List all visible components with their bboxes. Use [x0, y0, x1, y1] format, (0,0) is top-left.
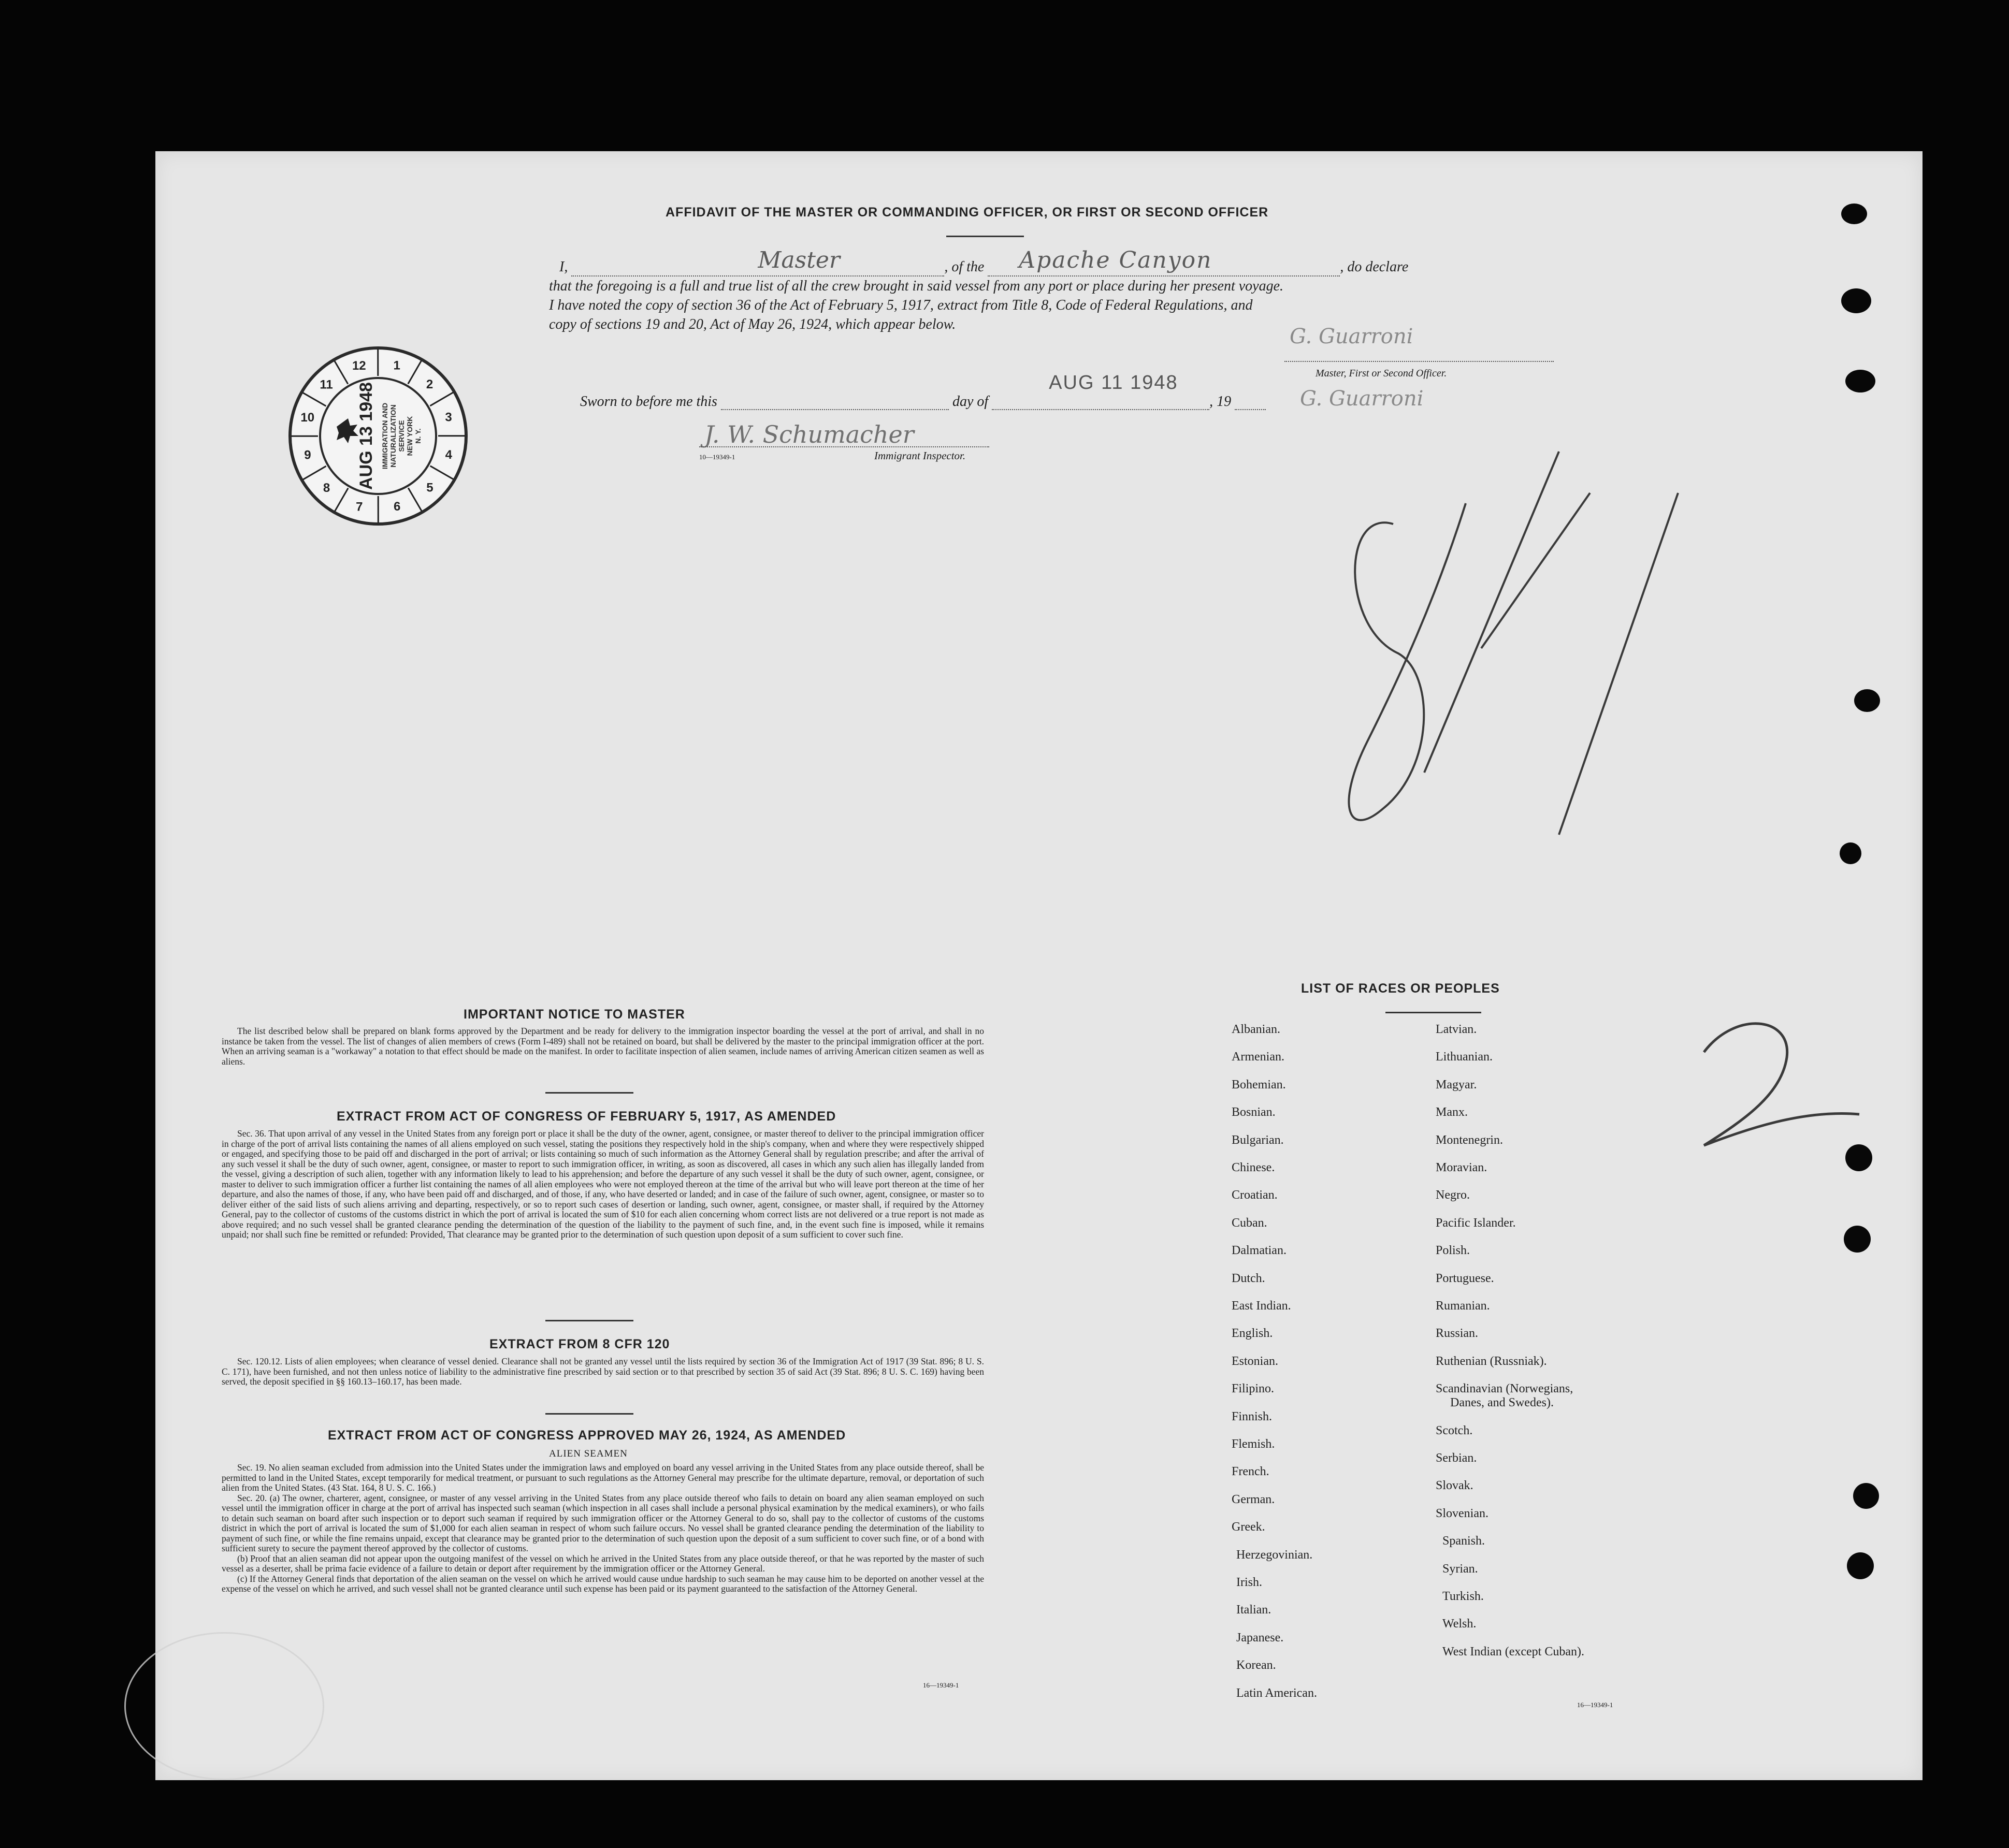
race-left-item: French.	[1232, 1465, 1269, 1479]
master-signature-caption: Master, First or Second Officer.	[1316, 368, 1447, 379]
sec20a-paragraph: Sec. 20. (a) The owner, charterer, agent, consignee, or master of any vessel arriving in the United States from any place outside thereof who fails to detain on board any alien seaman employed on such vessel until the immigration officer in charge at the port of arrival has inspected such seaman (which inspection in all cases shall include a personal physical examination by the medical examiners), or who fails to detain such seaman on board after such inspection or to deport such seaman if required by such immigration officer or the Attorney General to do so, shall pay to the collector of customs of the customs district in which the port of arrival is located the sum of $1,000 for each alien seaman in respect of whom such failure occurs. No vessel shall be granted clearance pending the determination of the liability to payment of such fine, or while the fine remains unpaid, except that clearance may be granted prior to the determination of such question upon the deposit of a sum sufficient to cover such fine, or of a bond with sufficient surety to secure the payment thereof approved by the collector of customs.	[222, 1492, 984, 1553]
race-right-item: Portuguese.	[1436, 1271, 1494, 1285]
race-right-item: Pacific Islander.	[1436, 1216, 1516, 1230]
declaration-line3: copy of sections 19 and 20, Act of May 26, 1924, which appear below.	[549, 316, 956, 332]
race-left-item: Latin American.	[1236, 1686, 1317, 1700]
punch-hole-2	[1841, 288, 1871, 313]
races-rule	[1385, 1012, 1481, 1013]
race-right-item: Welsh.	[1442, 1617, 1477, 1631]
race-left-item: Chinese.	[1232, 1161, 1275, 1174]
race-right-item: West Indian (except Cuban).	[1442, 1645, 1584, 1658]
stamp-agency-2: NATURALIZATION	[389, 404, 397, 468]
race-right-item: Magyar.	[1436, 1078, 1477, 1092]
race-left-item: East Indian.	[1232, 1299, 1291, 1313]
race-right-item: Moravian.	[1436, 1161, 1487, 1174]
race-left-item: Albanian.	[1232, 1023, 1280, 1036]
race-left-item: Bohemian.	[1232, 1078, 1286, 1092]
race-left-item: Croatian.	[1232, 1188, 1278, 1202]
race-left-item: Filipino.	[1232, 1382, 1275, 1396]
handwritten-2	[1688, 1006, 1875, 1161]
stamp-ring-number: 10	[300, 410, 315, 425]
rank-value: Master	[758, 247, 840, 273]
race-left-item: Korean.	[1236, 1658, 1276, 1672]
vessel-value: Apache Canyon	[1019, 247, 1212, 273]
sworn-label: Sworn to before me this	[580, 394, 717, 410]
race-right-item: Manx.	[1436, 1105, 1468, 1119]
race-right-item: Montenegrin.	[1436, 1133, 1503, 1147]
punch-hole-14	[1853, 1483, 1879, 1509]
officer-signature-2: G. Guarroni	[1300, 387, 1424, 411]
extract-1924-title: EXTRACT FROM ACT OF CONGRESS APPROVED MAY 26, 1924, AS AMENDED	[328, 1428, 846, 1443]
master-signature-line	[1284, 361, 1554, 362]
extract-1924-form-number: 16—19349-1	[923, 1681, 959, 1689]
stamp-ring-number: 8	[323, 481, 330, 495]
race-right-item: Scotch.	[1436, 1423, 1473, 1437]
race-right-item: Syrian.	[1442, 1562, 1478, 1576]
race-left-item: Irish.	[1236, 1576, 1262, 1589]
stamp-ring-number: 11	[320, 377, 333, 392]
embossed-seal	[124, 1632, 324, 1780]
race-left-item: Flemish.	[1232, 1437, 1275, 1451]
race-left-item: Finnish.	[1232, 1409, 1273, 1423]
race-left-item: Bulgarian.	[1232, 1133, 1284, 1147]
sec19-paragraph: Sec. 19. No alien seaman excluded from admission into the United States under the immigration laws and employed on board any vessel arriving in the United States from any place outside thereof, shall be permitted to land in the United States, except temporarily for medical treatment, or pursuant to such regulations as the Attorney General may prescribe for the ultimate departure, removal, or deportation of such alien from the United States. (43 Stat. 164, 8 U. S. C. 166.)	[222, 1462, 984, 1493]
extract-1924-subtitle: ALIEN SEAMEN	[549, 1448, 628, 1459]
stamp-ring-number: 6	[394, 500, 401, 514]
race-left-item: Japanese.	[1236, 1631, 1284, 1645]
race-right-item: Rumanian.	[1436, 1299, 1490, 1313]
race-right-item: Serbian.	[1436, 1451, 1477, 1465]
sworn-year-field	[1235, 396, 1266, 410]
inspector-signature: J. W. Schumacher	[704, 420, 914, 448]
extract-1917-rule	[545, 1320, 633, 1321]
handwritten-8-11	[1279, 431, 1771, 897]
punch-hole-4	[1854, 689, 1880, 712]
extract-1917-title: EXTRACT FROM ACT OF CONGRESS OF FEBRUARY 5, 1917, AS AMENDED	[337, 1109, 836, 1124]
sec120-paragraph: Sec. 120.12. Lists of alien employees; when clearance of vessel denied. Clearance shall not be granted any vessel until the lists required by section 36 of the Immigration Act of 1917 (39 Stat. 896; 8 U. S. C. 171), have been furnished, and not then unless notice of liability to the administrative fine prescribed by said section or to that prescribed by section 35 of said Act (39 Stat. 896; 8 U. S. C. 169) having been served, the deposit specified in §§ 160.13–160.17, has been made.	[222, 1356, 984, 1387]
race-left-item: Herzegovinian.	[1236, 1548, 1313, 1562]
sec20c-paragraph: (c) If the Attorney General finds that deportation of the alien seaman on the vessel on which he arrived would cause undue hardship to such seaman he may cause him to be deported on another vessel at the expense of the vessel on which he arrived, and such vessel shall not be granted clearance until such expense has been paid or its payment guaranteed to the satisfaction of the Attorney General.	[222, 1573, 984, 1594]
race-left-item: Greek.	[1232, 1520, 1265, 1534]
race-right-item: Slovenian.	[1436, 1506, 1488, 1520]
cfr-text	[222, 1357, 984, 1387]
stamp-agency-3: SERVICE	[397, 420, 406, 452]
race-left-item: Estonian.	[1232, 1354, 1278, 1368]
title-rule	[946, 236, 1024, 237]
sworn-month-field	[992, 372, 1209, 410]
races-title: LIST OF RACES OR PEOPLES	[1301, 981, 1500, 996]
sec20b-paragraph: (b) Proof that an alien seaman did not appear upon the outgoing manifest of the vessel on which he arrived in the United States from any place outside thereof, or that he was reported by the master of such vessel as a deserter, shall be prima facie evidence of a failure to detain or deport after requirement by the immigration officer or the Attorney General.	[222, 1553, 984, 1574]
cfr-rule	[545, 1413, 633, 1415]
immigration-stamp	[280, 338, 476, 534]
punch-hole-11	[1845, 1144, 1872, 1171]
stamp-ring-number: 3	[445, 410, 452, 425]
race-right-item: Lithuanian.	[1436, 1050, 1493, 1064]
stamp-ring-number: 2	[426, 377, 433, 392]
day-of-label: day of	[952, 394, 989, 410]
declaration-line1: that the foregoing is a full and true list of all the crew brought in said vessel from any port or place during her present voyage.	[549, 278, 1284, 294]
date-stamp: AUG 11 1948	[1049, 372, 1178, 394]
inspector-caption: Immigrant Inspector.	[874, 449, 966, 462]
document-page	[155, 151, 1923, 1780]
rank-field	[571, 247, 944, 277]
race-left-item: German.	[1232, 1492, 1275, 1506]
stamp-ring-number: 5	[426, 481, 433, 495]
race-right-item: Turkish.	[1442, 1590, 1484, 1603]
sworn-day-field	[721, 396, 949, 410]
stamp-ring-number: 4	[445, 448, 452, 462]
race-right-item: Spanish.	[1442, 1534, 1485, 1548]
vessel-field	[988, 247, 1340, 277]
affidavit-title: AFFIDAVIT OF THE MASTER OR COMMANDING OFFICER, OR FIRST OR SECOND OFFICER	[666, 205, 1269, 220]
notice-paragraph: The list described below shall be prepared on blank forms approved by the Department and be ready for delivery to the immigration inspector boarding the vessel at the port of arrival, and shall in no instance be taken from the vessel. The list of changes of alien members of crews (Form I-489) shall not be retained on board, but shall be delivered by the master to the principal immigration officer at the port. When an arriving seaman is a "workaway" a notation to that effect should be made on the manifest. In order to facilitate inspection of alien seamen, include names of arriving American citizen seamen as well as aliens.	[222, 1026, 984, 1067]
affidavit-declaration	[549, 247, 1528, 334]
stamp-ring-number: 12	[352, 358, 366, 373]
extract-1917-text	[222, 1129, 984, 1240]
race-left-item: Dalmatian.	[1232, 1244, 1287, 1258]
inspector-signature-line	[699, 446, 989, 447]
inspector-form-number: 10—19349-1	[699, 453, 735, 461]
stamp-agency-5: N. Y.	[414, 428, 422, 444]
race-left-item: Cuban.	[1232, 1216, 1267, 1230]
stamp-ring-number: 7	[356, 500, 363, 514]
stamp-agency-4: NEW YORK	[406, 416, 414, 456]
stamp-ring-number: 9	[304, 448, 311, 462]
race-left-item: Bosnian.	[1232, 1105, 1276, 1119]
races-form-number: 16—19349-1	[1577, 1701, 1613, 1709]
declaration-line2: I have noted the copy of section 36 of the Act of February 5, 1917, extract from Title 8, Code of Federal Regulations, and	[549, 297, 1253, 313]
race-right-item: Ruthenian (Russniak).	[1436, 1354, 1547, 1368]
stamp-ring-number: 1	[393, 358, 400, 373]
notice-text	[222, 1026, 984, 1067]
punch-hole-1	[1841, 203, 1867, 224]
race-left-item: Dutch.	[1232, 1271, 1265, 1285]
sec36-paragraph: Sec. 36. That upon arrival of any vessel in the United States from any foreign port or place it shall be the duty of the owner, agent, consignee, or master thereof to deliver to the principal immigration officer in charge of the port of arrival lists containing the names of all aliens employed on such vessel, stating the positions they respectively hold in the ship's company, when and where they were respectively shipped or engaged, and specifying those to be paid off and discharged in the port of arrival; or lists containing so much of such information as the Attorney General shall by regulation prescribe; and after the arrival of any such vessel it shall be the duty of such owner, agent, consignee, or master to report to such immigration officer, in writing, as soon as discovered, all cases in which any such alien has illegally landed from the vessel, giving a description of such alien, together with any information likely to lead to his apprehension; and before the departure of any such vessel it shall be the duty of such owner, agent, consignee, or master to deliver to such immigration officer a further list containing the names of all alien employees who were not employed thereon at the time of the arrival but who will leave port thereon at the time of her departure, and also the names of those, if any, who have been paid off and discharged, and of those, if any, who have deserted or landed; and in case of the failure of such owner, agent, consignee, or master so to deliver either of the said lists of such aliens arriving and departing, respectively, or so to report such cases of desertion or landing, such owner, agent, consignee, or master shall, if required by the Attorney General, pay to the collector of customs of the customs district in which the port of arrival is located the sum of $10 for each alien concerning whom correct lists are not delivered or a true report is not made as above required; and no such vessel shall be granted clearance pending the determination of the question of the liability to the payment of such fine, and, in the event such fine is imposed, while it remains unpaid; nor shall such fine be remitted or refunded: Provided, That clearance may be granted prior to the determination of such question upon deposit of a sum sufficient to cover such fine.	[222, 1128, 984, 1240]
punch-hole-3	[1845, 370, 1875, 392]
race-right-item: Negro.	[1436, 1188, 1470, 1202]
race-left-item: Italian.	[1236, 1603, 1271, 1617]
master-signature: G. Guarroni	[1290, 325, 1413, 348]
race-right-item: Danes, and Swedes).	[1450, 1396, 1554, 1410]
race-right-item: Russian.	[1436, 1327, 1479, 1341]
stamp-agency-1: IMMIGRATION AND	[381, 402, 389, 470]
race-right-item: Polish.	[1436, 1244, 1470, 1258]
of-the-label: , of the	[944, 259, 985, 275]
race-left-item: English.	[1232, 1327, 1273, 1341]
race-right-item: Slovak.	[1436, 1479, 1473, 1493]
year-prefix: , 19	[1209, 394, 1232, 410]
i-label: I,	[559, 259, 568, 275]
notice-title: IMPORTANT NOTICE TO MASTER	[464, 1007, 685, 1022]
do-declare-label: , do declare	[1340, 259, 1409, 275]
race-left-item: Armenian.	[1232, 1050, 1284, 1064]
extract-1924-text	[222, 1463, 984, 1594]
race-right-item: Scandinavian (Norwegians,	[1436, 1382, 1573, 1396]
stamp-date: AUG 13 1948	[356, 382, 376, 490]
punch-hole-10	[1840, 842, 1861, 864]
race-right-item: Latvian.	[1436, 1023, 1477, 1036]
cfr-title: EXTRACT FROM 8 CFR 120	[489, 1337, 670, 1351]
punch-hole-13	[1844, 1226, 1871, 1253]
punch-hole-15	[1847, 1552, 1874, 1579]
notice-rule	[545, 1092, 633, 1094]
